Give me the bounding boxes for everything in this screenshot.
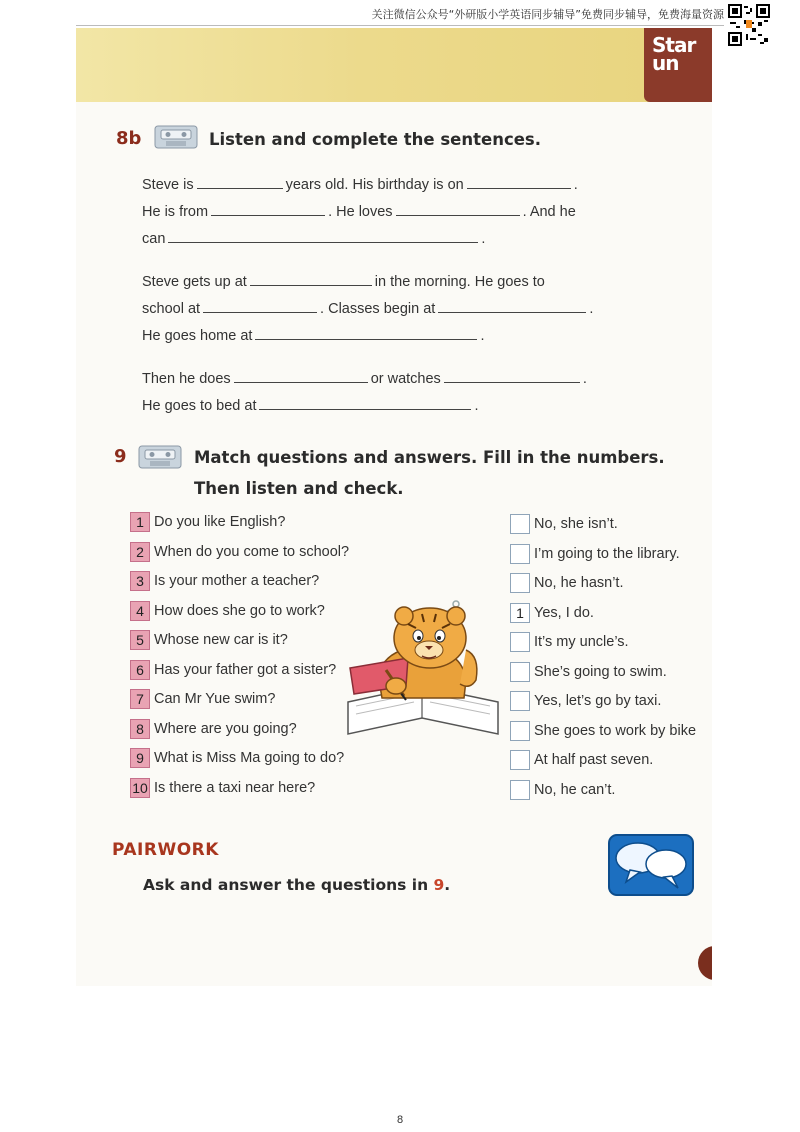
question-text: Do you like English?	[154, 514, 286, 530]
sentence-text: .	[589, 301, 594, 317]
sentence-line-3	[142, 230, 485, 247]
exercise-9-title-line1: Match questions and answers. Fill in the numbers.	[194, 448, 665, 467]
exercise-9-title-line2: Then listen and check.	[194, 479, 404, 498]
question-row	[130, 748, 344, 768]
answer-row	[510, 544, 680, 564]
question-number: 2	[130, 542, 150, 562]
unit-tab	[644, 28, 712, 102]
exercise-8b-title: Listen and complete the sentences.	[209, 130, 541, 149]
question-row	[130, 689, 275, 709]
question-text: Is your mother a teacher?	[154, 573, 320, 589]
sentence-text: He goes home at	[142, 328, 253, 344]
answer-number-box[interactable]	[510, 780, 530, 800]
sentence-text: .	[582, 371, 587, 387]
answer-blank[interactable]	[467, 176, 571, 189]
answer-row	[510, 780, 615, 800]
answer-number-box[interactable]	[510, 573, 530, 593]
sentence-text: .	[480, 328, 485, 344]
sentence-line-7	[142, 370, 587, 387]
page-number: 8	[396, 1114, 404, 1126]
sentence-text: Steve gets up at	[142, 274, 247, 290]
page-corner-marker	[698, 946, 712, 980]
answer-row	[510, 662, 667, 682]
sentence-text: .	[481, 231, 486, 247]
answer-row	[510, 514, 618, 534]
answer-text: I’m going to the library.	[534, 546, 680, 562]
answer-blank[interactable]	[168, 230, 478, 243]
question-number: 5	[130, 630, 150, 650]
question-text: Whose new car is it?	[154, 632, 288, 648]
answer-blank[interactable]	[438, 300, 586, 313]
cassette-tape-icon	[154, 124, 198, 150]
answer-text: It’s my uncle’s.	[534, 634, 629, 650]
question-row	[130, 601, 325, 621]
question-number: 10	[130, 778, 150, 798]
question-row	[130, 542, 349, 562]
pairwork-title: PAIRWORK	[112, 840, 219, 860]
question-text: Has your father got a sister?	[154, 662, 337, 678]
answer-text: No, she isn’t.	[534, 516, 618, 532]
unit-tab-label: Star un	[652, 33, 696, 75]
answer-blank[interactable]	[444, 370, 580, 383]
question-number: 3	[130, 571, 150, 591]
pairwork-instruction	[143, 876, 450, 894]
answer-blank[interactable]	[259, 397, 471, 410]
question-row	[130, 630, 288, 650]
question-text: How does she go to work?	[154, 603, 325, 619]
answer-blank[interactable]	[250, 273, 372, 286]
answer-row	[510, 721, 696, 741]
answer-number-box[interactable]	[510, 662, 530, 682]
sentence-text: in the morning. He goes to	[374, 274, 545, 290]
answer-text: No, he can’t.	[534, 782, 616, 798]
question-row	[130, 512, 285, 532]
question-number: 7	[130, 689, 150, 709]
question-number: 4	[130, 601, 150, 621]
question-number: 8	[130, 719, 150, 739]
tiger-reading-illustration	[338, 594, 508, 754]
answer-number-box[interactable]: 1	[510, 603, 530, 623]
answer-blank[interactable]	[255, 327, 477, 340]
sentence-line-2	[142, 203, 576, 220]
speech-bubbles-icon	[608, 834, 694, 896]
sentence-line-1	[142, 176, 578, 193]
sentence-text: school at	[142, 301, 201, 317]
answer-number-box[interactable]	[510, 632, 530, 652]
question-row	[130, 778, 315, 798]
sentence-text: . And he	[522, 204, 576, 220]
sentence-line-5	[142, 300, 593, 317]
answer-row	[510, 603, 594, 623]
sentence-text: Then he does	[142, 371, 231, 387]
answer-blank[interactable]	[211, 203, 325, 216]
answer-text: She goes to work by bike	[534, 723, 697, 739]
question-number: 1	[130, 512, 150, 532]
sentence-text: Steve is	[142, 177, 194, 193]
answer-text: She’s going to swim.	[534, 664, 667, 680]
question-text: Where are you going?	[154, 721, 297, 737]
pairwork-text: Ask and answer the questions in	[143, 876, 434, 894]
answer-blank[interactable]	[203, 300, 317, 313]
sentence-text: He goes to bed at	[142, 398, 257, 414]
answer-row	[510, 691, 661, 711]
answer-row	[510, 632, 629, 652]
sentence-text: . Classes begin at	[320, 301, 436, 317]
answer-number-box[interactable]	[510, 750, 530, 770]
answer-blank[interactable]	[197, 176, 283, 189]
question-row	[130, 571, 319, 591]
pairwork-exercise-ref: 9	[433, 876, 445, 894]
sentence-text: or watches	[370, 371, 441, 387]
answer-number-box[interactable]	[510, 544, 530, 564]
cassette-tape-icon	[138, 444, 182, 470]
answer-row	[510, 750, 653, 770]
textbook-page	[76, 28, 712, 986]
qr-code-icon	[728, 4, 770, 46]
sentence-line-8	[142, 397, 479, 414]
question-text: What is Miss Ma going to do?	[154, 750, 345, 766]
answer-row	[510, 573, 623, 593]
pairwork-text-end: .	[444, 876, 451, 894]
sentence-text: .	[573, 177, 578, 193]
question-number: 6	[130, 660, 150, 680]
sentence-line-6	[142, 327, 484, 344]
unit-banner	[76, 28, 712, 102]
sentence-text: years old. His birthday is on	[285, 177, 464, 193]
sentence-text: can	[142, 231, 166, 247]
sentence-text: He is from	[142, 204, 209, 220]
answer-text: Yes, I do.	[534, 605, 594, 621]
exercise-8b-number: 8b	[116, 128, 142, 149]
exercise-9-number: 9	[114, 446, 127, 467]
answer-blank[interactable]	[396, 203, 520, 216]
sentence-text: . He loves	[328, 204, 393, 220]
question-text: When do you come to school?	[154, 544, 350, 560]
header-note: 关注微信公众号“外研版小学英语同步辅导”免费同步辅导，免费海量资源	[371, 8, 724, 21]
sentence-line-4	[142, 273, 545, 290]
answer-number-box[interactable]	[510, 691, 530, 711]
sentence-text: .	[474, 398, 479, 414]
question-row	[130, 660, 336, 680]
question-text: Can Mr Yue swim?	[154, 691, 276, 707]
question-number: 9	[130, 748, 150, 768]
answer-number-box[interactable]	[510, 721, 530, 741]
question-row	[130, 719, 297, 739]
header-rule	[76, 25, 724, 26]
answer-blank[interactable]	[234, 370, 368, 383]
answer-number-box[interactable]	[510, 514, 530, 534]
answer-text: Yes, let’s go by taxi.	[534, 693, 662, 709]
answer-text: No, he hasn’t.	[534, 575, 624, 591]
question-text: Is there a taxi near here?	[154, 780, 316, 796]
answer-text: At half past seven.	[534, 752, 654, 768]
